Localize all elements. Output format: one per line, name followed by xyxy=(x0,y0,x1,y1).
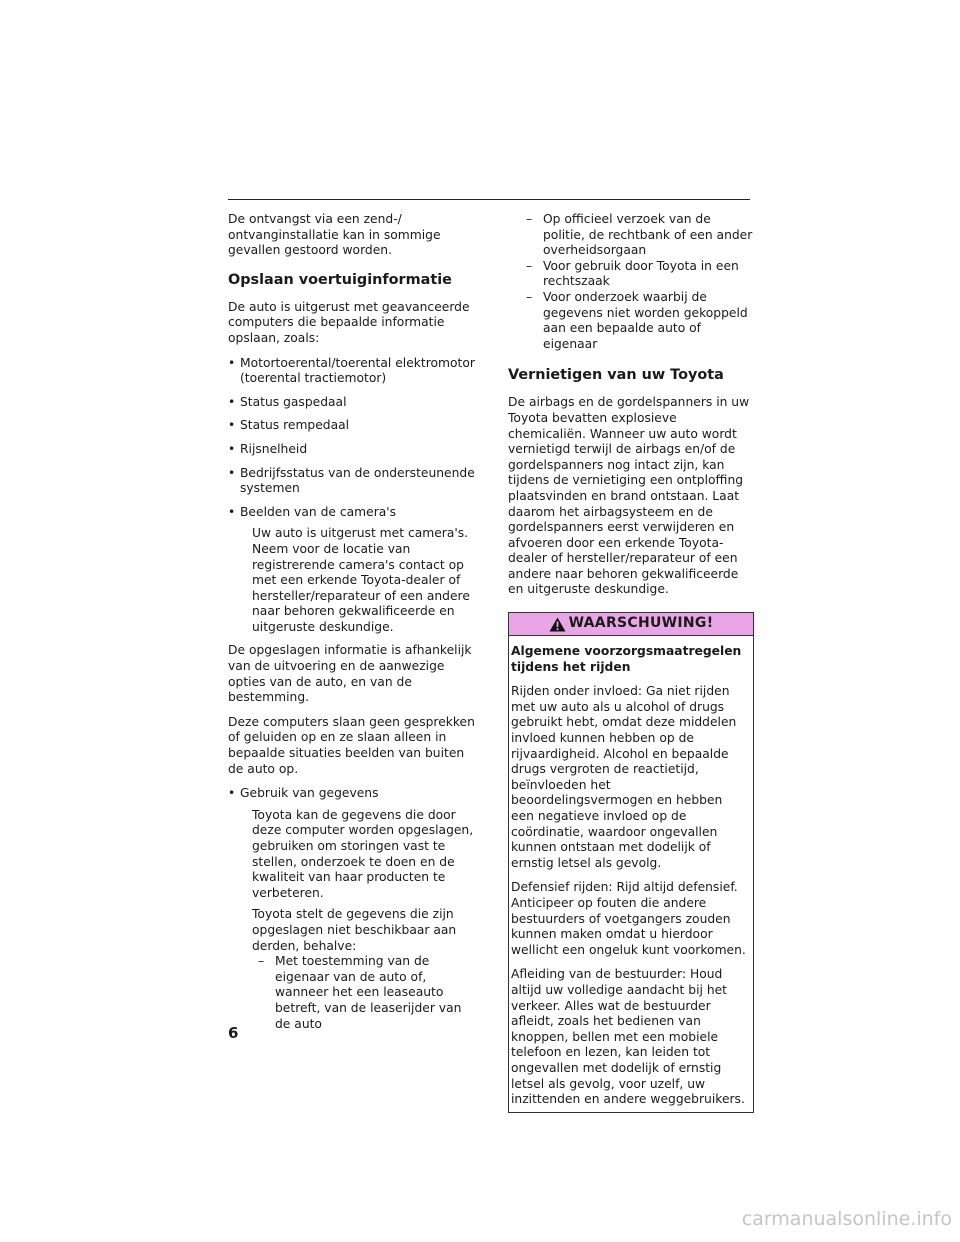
warning-title: Algemene voorzorgsmaatregelen tijdens het rijden xyxy=(511,644,742,674)
storage-list xyxy=(228,356,476,636)
warning-label: WAARSCHUWING! xyxy=(568,615,714,632)
storage-para-2: De opgeslagen informatie is afhankelijk van de uitvoering en de aanwezige opties van de auto, en van de bestemming. xyxy=(228,643,472,705)
list-item: • Motortoerental/toerental elektromotor (toerental tractiemotor) xyxy=(228,356,476,387)
list-item: • Bedrijfsstatus van de ondersteunende systemen xyxy=(228,466,476,497)
storage-para-3: Deze computers slaan geen gesprekken of geluiden op en ze slaan alleen in bepaalde situaties beelden van buiten de auto op. xyxy=(228,714,475,776)
section-heading-disposal: Vernietigen van uw Toyota xyxy=(508,367,724,384)
warning-para-2: Defensief rijden: Rijd altijd defensief. Anticipeer op fouten die andere bestuurders of voetgangers zouden kunnen maken omdat u hierdoor wellicht een ongeluk kunt voorkomen. xyxy=(511,880,746,957)
right-column xyxy=(508,212,754,1113)
usage-list xyxy=(228,786,476,1032)
warning-triangle-icon xyxy=(549,617,566,632)
dash-item: – Met toestemming van de eigenaar van de auto of, wanneer het een leaseauto betreft, van de leaserijder van de auto xyxy=(258,954,476,1032)
warning-header xyxy=(509,613,753,636)
dash-item: – Voor onderzoek waarbij de gegevens niet worden gekoppeld aan een bepaalde auto of eigenaar xyxy=(526,290,754,352)
dash-item: – Voor gebruik door Toyota in een rechtszaak xyxy=(526,259,754,290)
intro-paragraph: De ontvangst via een zend-/ ontvanginstallatie kan in sommige gevallen gestoord worden. xyxy=(228,212,441,258)
usage-text-1: Toyota kan de gegevens die door deze computer worden opgeslagen, gebruiken om storingen vast te stellen, onderzoek te doen en de kwaliteit van haar producten te verbeteren. xyxy=(252,807,474,900)
list-item: • Status rempedaal xyxy=(228,418,476,434)
warning-box xyxy=(508,612,754,1113)
dash-list xyxy=(258,954,476,1032)
section-heading-storage: Opslaan voertuiginformatie xyxy=(228,271,452,288)
usage-text-2: Toyota stelt de gegevens die zijn opgeslagen niet beschikbaar aan derden, behalve: xyxy=(252,907,457,953)
list-item xyxy=(228,505,476,636)
warning-body xyxy=(509,636,753,1112)
watermark: carmanualsonline.info xyxy=(741,1208,952,1230)
top-rule xyxy=(228,199,750,200)
warning-para-1: Rijden onder invloed: Ga niet rijden met uw auto als u alcohol of drugs gebruikt hebt, omdat deze middelen invloed kunnen hebben op de rijvaardigheid. Alcohol en bepaalde drugs vergroten de reactietijd, beïnvloeden het beoordelingsvermogen en hebben een negatieve invloed op de coördinatie, waardoor ongevallen kunnen ontstaan met dodelijk of ernstig letsel als gevolg. xyxy=(511,684,737,870)
storage-intro: De auto is uitgerust met geavanceerde computers die bepaalde informatie opslaan, zoals: xyxy=(228,299,470,345)
left-column xyxy=(228,212,476,1040)
dash-list-continued xyxy=(526,212,754,352)
page-number: 6 xyxy=(228,1024,239,1042)
camera-bullet-label: Beelden van de camera's xyxy=(240,504,397,519)
warning-para-3: Afleiding van de bestuurder: Houd altijd uw volledige aandacht bij het verkeer. Alles wat de bestuurder afleidt, zoals het bedienen van knoppen, bellen met een mobiele telefoon en lezen, kan leiden tot ongevallen met dodelijk of ernstig letsel als gevolg, voor uzelf, uw inzittenden en andere weggebruikers. xyxy=(511,967,745,1107)
usage-dash-wrap xyxy=(240,954,476,1032)
list-item: • Rijsnelheid xyxy=(228,442,476,458)
disposal-paragraph: De airbags en de gordelspanners in uw Toyota bevatten explosieve chemicaliën. Wanneer uw auto wordt vernietigd terwijl de airbags en/of de gordelspanners nog intact zijn, kan tijdens de vernietiging een ontploffing plaatsvinden en brand ontstaan. Laat daarom het airbagsysteem en de gordelspanners eerst verwijderen en afvoeren door een erkende Toyota-dealer of hersteller/reparateur of een andere naar behoren gekwalificeerde en uitgeruste deskundige. xyxy=(508,395,750,597)
camera-text: Uw auto is uitgerust met camera's. Neem voor de locatie van registrerende camera's contact op met een erkende Toyota-dealer of hersteller/reparateur of een andere naar behoren gekwalificeerde en uitgeruste deskundige. xyxy=(252,526,470,634)
dash-item: – Op officieel verzoek van de politie, de rechtbank of een ander overheidsorgaan xyxy=(526,212,754,259)
usage-bullet-label: Gebruik van gegevens xyxy=(240,786,379,801)
list-item: • Status gaspedaal xyxy=(228,395,476,411)
list-item xyxy=(228,786,476,1032)
